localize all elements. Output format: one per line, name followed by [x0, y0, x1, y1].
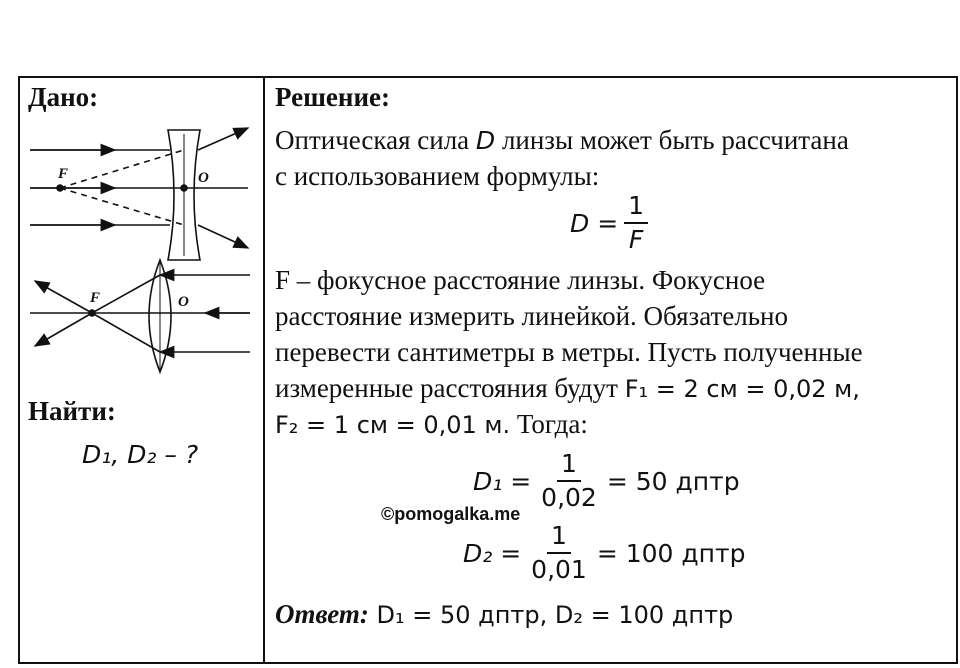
svg-text:F: F	[90, 290, 101, 306]
solution-header: Решение:	[275, 82, 390, 112]
solution-table	[18, 76, 958, 664]
svg-text:O: O	[198, 170, 209, 186]
solution-line-5: перевести сантиметры в метры. Пусть полученные	[275, 337, 863, 367]
given-column	[20, 78, 263, 662]
watermark: ©pomogalka.me	[381, 504, 521, 524]
find-header: Найти:	[28, 396, 116, 426]
solution-line-3: F – фокусное расстояние линзы. Фокусное	[275, 265, 766, 295]
lens-diagrams	[20, 118, 263, 398]
svg-text:O: O	[178, 294, 189, 310]
find-value: D₁, D₂ – ?	[82, 440, 199, 469]
solution-line-7: F₂ = 1 см = 0,01 м. Тогда:	[275, 409, 588, 439]
solution-column	[265, 78, 956, 662]
diverging-lens-diagram	[30, 128, 248, 260]
equation-d1: D₁ = $\frac{1}{0,02}$ = 50 дптр	[473, 449, 740, 512]
svg-text:F: F	[58, 166, 69, 182]
given-header: Дано:	[28, 82, 99, 112]
solution-line-6: измеренные расстояния будут F₁ = 2 см = 0,02 м,	[275, 373, 860, 403]
equation-d2: D₂ = $\frac{1}{0,01}$ = 100 дптр	[463, 521, 746, 584]
converging-lens-diagram	[30, 260, 250, 372]
solution-line-1: Оптическая сила D линзы может быть рассчитана	[275, 125, 849, 155]
formula-d: D = $\frac{1}{F}$	[570, 190, 654, 256]
answer-line: Ответ: D₁ = 50 дптр, D₂ = 100 дптр	[275, 599, 734, 629]
solution-line-4: расстояние измерить линейкой. Обязательно	[275, 301, 788, 331]
solution-line-2: с использованием формулы:	[275, 161, 600, 191]
